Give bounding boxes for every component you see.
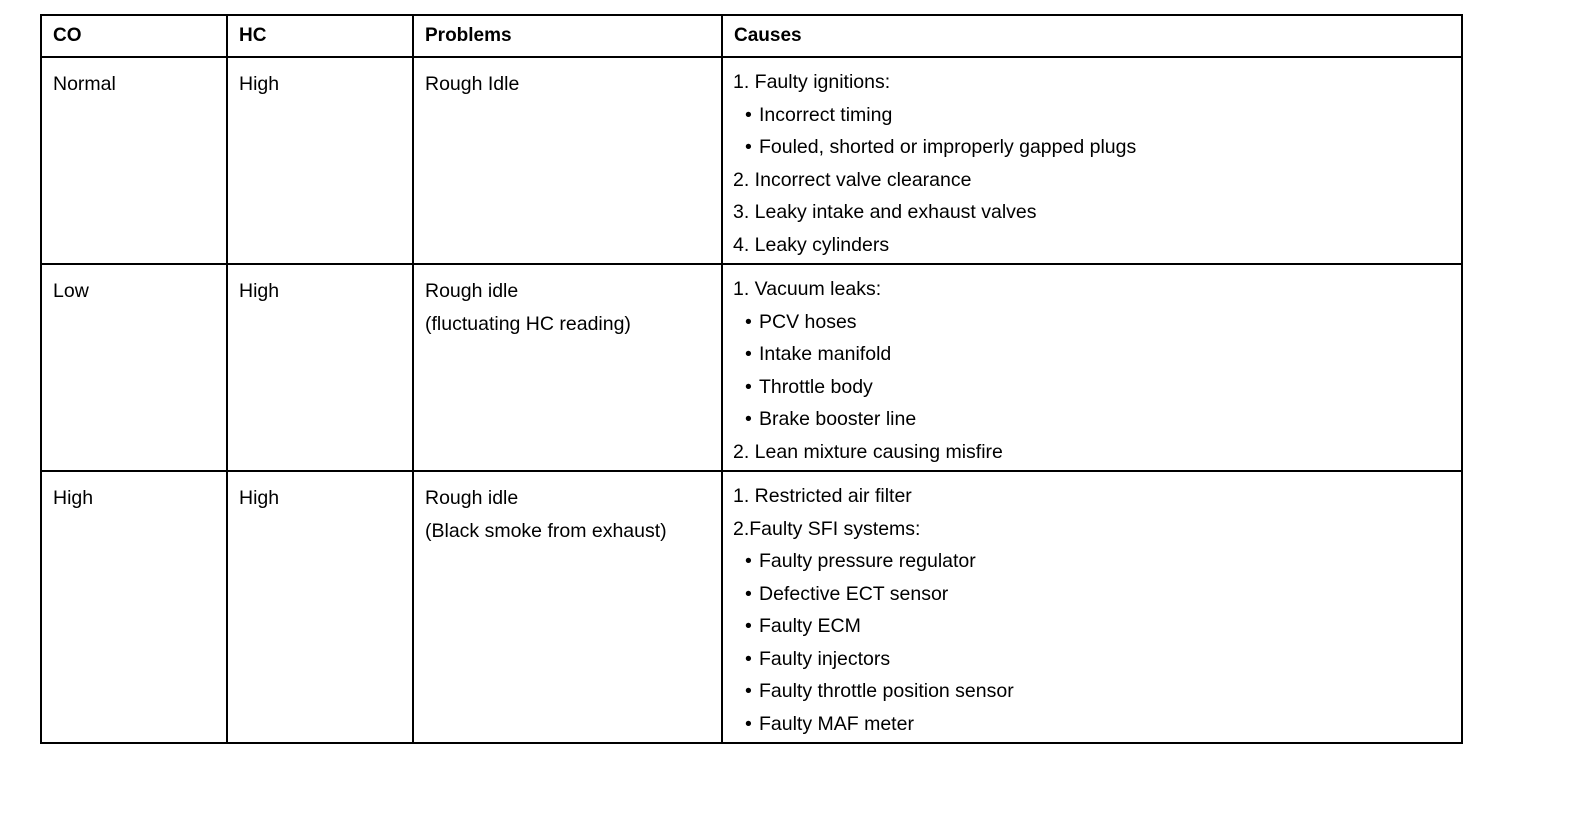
cause-item — [733, 66, 1461, 99]
cause-text: 2. Lean mixture causing misfire — [733, 440, 1003, 463]
causes-cell — [722, 57, 1462, 264]
bullet-icon: • — [745, 680, 752, 702]
cause-text: PCV hoses — [759, 310, 857, 333]
co-cell: Low — [41, 264, 227, 471]
cause-text: 1. Vacuum leaks: — [733, 278, 882, 300]
cause-text: Brake booster line — [759, 408, 917, 430]
problems-cell — [413, 471, 722, 743]
hc-cell: High — [227, 57, 413, 264]
header-hc: HC — [227, 15, 413, 57]
cause-text: Faulty throttle position sensor — [759, 680, 1014, 702]
bullet-icon: • — [745, 615, 752, 637]
cause-sub-item — [733, 131, 1461, 164]
cause-text: Defective ECT sensor — [759, 582, 949, 605]
table-row — [41, 264, 1462, 471]
cause-item — [733, 229, 1461, 262]
hc-cell: High — [227, 264, 413, 471]
table-row — [41, 471, 1462, 743]
header-causes: Causes — [722, 15, 1462, 57]
problem-line: Rough Idle — [425, 73, 520, 95]
cause-text: 2.Faulty SFI systems: — [733, 517, 921, 540]
cause-text: Intake manifold — [759, 343, 892, 365]
cause-text: Incorrect timing — [759, 103, 893, 126]
cause-item — [733, 513, 1461, 546]
cause-text: Throttle body — [759, 375, 873, 398]
bullet-icon: • — [745, 343, 752, 365]
cause-item — [733, 436, 1461, 469]
co-cell: High — [41, 471, 227, 743]
diagnosis-table — [40, 14, 1463, 744]
header-problems: Problems — [413, 15, 722, 57]
cause-sub-item — [733, 338, 1461, 371]
bullet-icon: • — [745, 647, 752, 670]
cause-sub-item — [733, 675, 1461, 708]
cause-item — [733, 196, 1461, 229]
cause-sub-item — [733, 610, 1461, 643]
cause-text: 1. Faulty ignitions: — [733, 71, 891, 93]
bullet-icon: • — [745, 582, 752, 605]
hc-cell: High — [227, 471, 413, 743]
cause-sub-item — [733, 545, 1461, 578]
bullet-icon: • — [745, 408, 752, 430]
cause-text: 2. Incorrect valve clearance — [733, 168, 972, 191]
table-header — [41, 15, 1462, 57]
bullet-icon: • — [745, 136, 752, 158]
bullet-icon: • — [745, 103, 752, 126]
cause-text: Fouled, shorted or improperly gapped plugs — [759, 136, 1137, 158]
header-row — [41, 15, 1462, 57]
cause-text: Faulty pressure regulator — [759, 550, 976, 572]
cause-item — [733, 164, 1461, 197]
cause-sub-item — [733, 708, 1461, 741]
cause-sub-item — [733, 371, 1461, 404]
bullet-icon: • — [745, 550, 752, 572]
problems-cell — [413, 57, 722, 264]
cause-item — [733, 273, 1461, 306]
bullet-icon: • — [745, 712, 752, 735]
problem-line: Rough idle — [425, 280, 519, 302]
cause-sub-item — [733, 99, 1461, 132]
problem-line: (fluctuating HC reading) — [425, 312, 631, 335]
problems-cell — [413, 264, 722, 471]
cause-text: 4. Leaky cylinders — [733, 233, 890, 256]
cause-sub-item — [733, 643, 1461, 676]
cause-text: 3. Leaky intake and exhaust valves — [733, 201, 1037, 223]
problem-line: (Black smoke from exhaust) — [425, 519, 667, 542]
cause-sub-item — [733, 578, 1461, 611]
table-row — [41, 57, 1462, 264]
cause-sub-item — [733, 306, 1461, 339]
causes-cell — [722, 264, 1462, 471]
problem-line: Rough idle — [425, 487, 519, 509]
cause-text: Faulty MAF meter — [759, 712, 914, 735]
bullet-icon: • — [745, 375, 752, 398]
causes-cell — [722, 471, 1462, 743]
bullet-icon: • — [745, 310, 752, 333]
co-cell: Normal — [41, 57, 227, 264]
cause-text: 1. Restricted air filter — [733, 485, 912, 507]
table-body — [41, 57, 1462, 743]
cause-item — [733, 480, 1461, 513]
cause-sub-item — [733, 403, 1461, 436]
header-co: CO — [41, 15, 227, 57]
cause-text: Faulty injectors — [759, 647, 891, 670]
cause-text: Faulty ECM — [759, 615, 861, 637]
